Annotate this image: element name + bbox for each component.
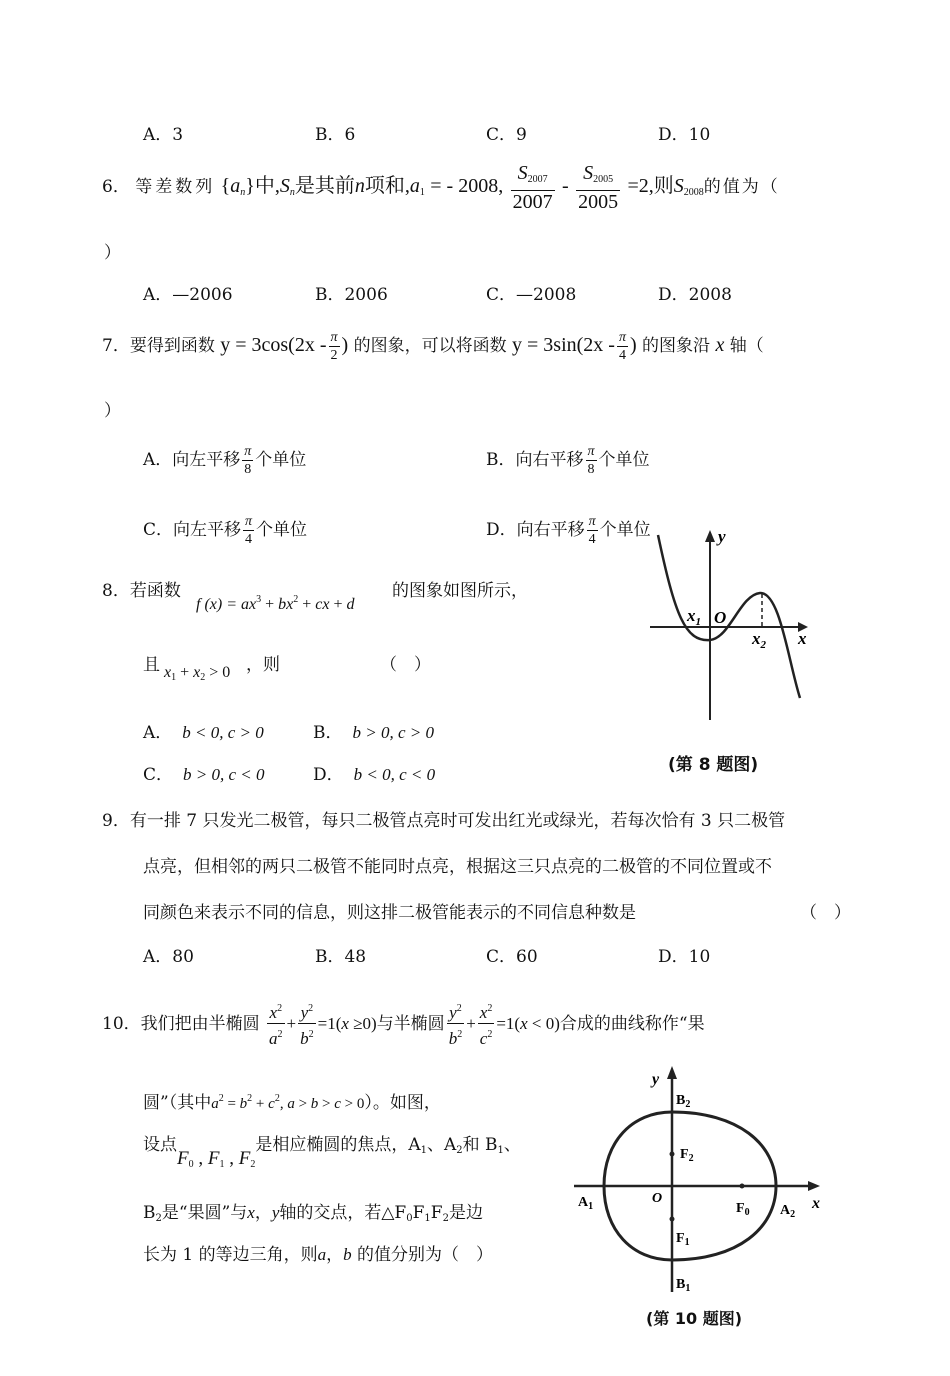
q7-option-d-unit: 个单位 [599,520,651,540]
q6-number: 6． [102,177,130,197]
q7-x-var: x [715,334,725,356]
q10-l2b: ）。如图， [364,1093,441,1113]
q10-stem: 10．我们把由半椭圆 $\frac{x^2}{a^2}$ + $\frac{y^2}{b^2}$ =1(x ≥0)与半椭圆 $\frac{y^2}{b^2}$ + $\frac{x^2}{c^2}$ =1(x < 0)合成的曲线称作“果 [102,996,705,1052]
q7-den-4: 4 [618,348,626,363]
q8-option-d-text: b < 0, c < 0 [353,765,436,784]
q10-f2-label: $F_2$ [680,1147,694,1164]
q7-option-b-frac [586,443,597,478]
q10-f0-point [740,1184,745,1189]
q10-t3: 合成的曲线称作“果 [559,1014,705,1034]
q7-f2: y = 3sin(2x - [512,334,615,356]
q8-option-d-label: D． [313,765,344,785]
q10-y-arrow-icon [667,1066,677,1079]
q8-func-text: f (x) = ax [196,596,257,613]
q10-l4c: 轴的交点，若△F [279,1203,407,1223]
q7-c-pi: π [245,514,253,529]
q6-option-c: C．—2008 [486,285,577,305]
q9-option-c: C．60 [486,947,538,967]
q10-frac-yb2: $\frac{y^2}{b^2}$ [447,999,465,1050]
q10-caption: (第 10 题图) [646,1309,743,1328]
q8-y-arrow-icon [705,530,715,542]
q6-frac-2007 [511,163,555,213]
q9-option-d: D．10 [658,947,711,967]
q6-stem [102,160,780,219]
q10-frac-xc: $\frac{x^2}{c^2}$ [478,999,495,1050]
q10-l3-math: $F_0$ , $F_1$ , $F_2$ [177,1148,256,1170]
q10-line5: 长为 1 的等边三角，则a，b 的值分别为（ ） [143,1245,494,1265]
q7-option-d-label: D．向右平移 [486,520,585,540]
q8-option-b [313,718,434,743]
q8-x2-text: x [752,629,761,648]
q10-line4: $B_2$是“果圆”与x，y轴的交点，若$\triangle F_0F_1F_2$是边 [143,1203,483,1224]
q8-option-a [143,718,264,743]
q8-t3: ，则 [246,655,280,675]
q8-option-a-label: A． [143,723,173,743]
q10-t2: 与半椭圆 [376,1014,445,1034]
q8-x1-label: $x_1$ [687,606,701,628]
q8-qie: 且 [143,655,160,675]
q9-option-b: B．48 [315,947,367,967]
q10-l2a: 圆”（其中 [143,1093,212,1113]
q10-x-label: x [812,1195,820,1212]
q8-option-b-text: b > 0, c > 0 [352,723,434,742]
q6-s2008: $S_{2008}$ [673,175,704,198]
q8-option-c-label: C． [143,765,174,785]
q8-option-c [143,760,265,785]
q8-cond: $x_1 + x_2 > 0$ [164,664,231,683]
q7-option-d-frac [587,513,598,548]
q7-b-den: 8 [587,462,595,477]
q7-b-pi: π [587,444,595,459]
q7-rparen2: ) [629,334,637,356]
q10-origin-label: O [652,1191,663,1206]
q5-option-a: A．3 [143,125,184,145]
q10-graph [568,1062,830,1300]
q7-number: 7． [102,336,130,356]
q10-line3: 设点$F_0$ , $F_1$ , $F_2$是相应椭圆的焦点，$A_1$、$A_2$和 $B_1$、 [143,1135,521,1170]
q6-tail2: 的值为（ [703,177,780,197]
q7-t2: 的图象，可以将函数 [353,336,507,356]
q7-close: ） [104,401,121,421]
q10-eq2: =1(x < 0) [496,1014,560,1033]
q6-tail: =2,则 [627,175,674,197]
q10-line2 [143,1088,441,1113]
q6-den2005: 2005 [578,190,619,213]
q9-paren: （ ） [800,903,851,923]
q9-line2: 点亮，但相邻的两只二极管不能同时点亮，根据这三只点亮的二极管的不同位置或不 [143,857,772,877]
q10-b1-label: $B_1$ [676,1277,691,1294]
q9-option-a: A．80 [143,947,194,967]
q7-option-a [143,440,306,480]
q6-option-b: B．2006 [315,285,388,305]
q10-l3c: 、A [426,1135,457,1155]
q7-den-2: 2 [330,348,338,363]
q8-cond-x1: x [164,664,172,681]
q8-x2-label: $x_2$ [752,629,766,651]
q10-y-label: y [652,1071,660,1088]
q8-option-a-text: b < 0, c > 0 [182,723,264,742]
q6-s2005: S [583,161,594,184]
q8-paren: （ ） [380,655,431,675]
q10-x-arrow-icon [808,1181,820,1191]
q8-x-label: x [798,629,807,648]
q7-a-den: 8 [244,462,252,477]
q7-a-pi: π [244,444,252,459]
q6-seq: $\{a_n\}$中$,S_n$是其前n项和$,a_1$ [220,175,425,198]
q6-s2007-sub: 2007 [527,173,548,185]
q7-pi-num: π [330,330,338,345]
q7-option-c-unit: 个单位 [256,520,308,540]
q10-frac-yb: $\frac{y^2}{b^2}$ [298,999,316,1050]
q6-s2007: S [517,161,528,184]
q7-t3: 的图象沿 [642,336,711,356]
q7-frac-pi4 [617,329,628,364]
q7-option-b-label: B．向右平移 [486,450,584,470]
q7-option-c-frac [243,513,254,548]
q7-t4: 轴（ [729,336,764,356]
q9-number: 9． [102,811,130,831]
q7-option-c-label: C．向左平移 [143,520,242,540]
q6-option-a: A．—2006 [143,285,233,305]
q6-option-d: D．2008 [658,285,732,305]
q10-f1-label: $F_1$ [676,1231,690,1248]
q7-option-b-unit: 个单位 [598,450,650,470]
q8-func: f $(x) = ax^3 + bx^2$ + cx + d [196,594,355,613]
q6-close: ） [104,243,121,263]
q10-f2-point [670,1152,675,1157]
q9-line3: 同颜色来表示不同的信息，则这排二极管能表示的不同信息种数是 [143,903,636,923]
q8-x1-text: x [687,606,696,625]
q7-pi-num2: π [618,330,626,345]
q5-option-d: D．10 [658,125,711,145]
q10-l3d: 和 B [462,1135,498,1155]
q7-d-den: 4 [588,532,596,547]
q9-line1-text: 有一排 7 只发光二极管，每只二极管点亮时可发出红光或绿光，若每次恰有 3 只二极管 [129,811,786,831]
q8-stem [102,576,181,606]
q7-option-c [143,510,307,550]
q7-option-d [486,510,651,550]
q10-frac-xa: $\frac{x^2}{a^2}$ [267,999,285,1050]
q7-option-b [486,440,650,480]
q8-curve [658,535,800,698]
q10-l2-math: $a^2 = b^2 + c^2$, a > b > c > 0 [211,1093,365,1112]
q10-l3a: 设点 [143,1135,177,1155]
q5-option-c: C．9 [486,125,527,145]
q8-graph [640,520,820,730]
q10-l3b: 是相应椭圆的焦点，A [255,1135,421,1155]
q10-f0-label: $F_0$ [736,1201,750,1218]
q10-l4b: 是“果圆”与 [161,1203,248,1223]
q7-option-a-label: A．向左平移 [143,450,241,470]
q10-eq1: =1(x ≥0) [317,1014,377,1033]
q6-lead: 等差数列 [135,177,216,197]
q7-option-a-frac [242,443,253,478]
q6-s2005-sub: 2005 [593,173,614,185]
q7-stem [102,322,764,369]
q10-l4a: B [143,1203,156,1223]
q6-a1: = - 2008, [430,175,504,197]
q8-origin-label: O [714,608,727,627]
q6-den2007: 2007 [512,190,553,213]
q8-t1: 若函数 [129,581,181,601]
q8-number: 8． [102,581,130,601]
q10-t1: 我们把由半椭圆 [140,1014,260,1034]
q10-f1-point [670,1217,675,1222]
q7-f1: y = 3cos(2x - [220,334,327,356]
q8-t2: 的图象如图所示， [392,581,528,601]
q5-option-b: B．6 [315,125,356,145]
q10-number: 10． [102,1014,141,1034]
q6-minus: - [562,175,569,197]
q7-t1: 要得到函数 [129,336,215,356]
q10-b2-label: $B_2$ [676,1093,691,1110]
q10-l4d: 是边 [448,1203,483,1223]
q7-d-pi: π [588,514,596,529]
q8-option-b-label: B． [313,723,343,743]
q7-option-a-unit: 个单位 [255,450,307,470]
q10-a2-label: $A_2$ [780,1203,796,1220]
q10-l5b: 的值分别为（ ） [357,1245,494,1265]
q9-line1 [102,806,785,831]
q8-caption: (第 8 题图) [668,755,759,775]
q7-c-den: 4 [245,532,253,547]
q10-a1-label: $A_1$ [578,1195,594,1212]
q7-rparen1: ) [341,334,349,356]
q8-option-c-text: b > 0, c < 0 [183,765,265,784]
q8-y-label: y [718,527,726,546]
q6-frac-2005 [576,163,620,213]
q7-frac-pi2 [329,329,340,364]
q8-option-d [313,760,435,785]
q10-l5: 长为 1 的等边三角，则 [143,1245,318,1265]
q6-s2008-sub: 2008 [683,187,704,198]
q10-l3e: 、 [503,1135,521,1155]
